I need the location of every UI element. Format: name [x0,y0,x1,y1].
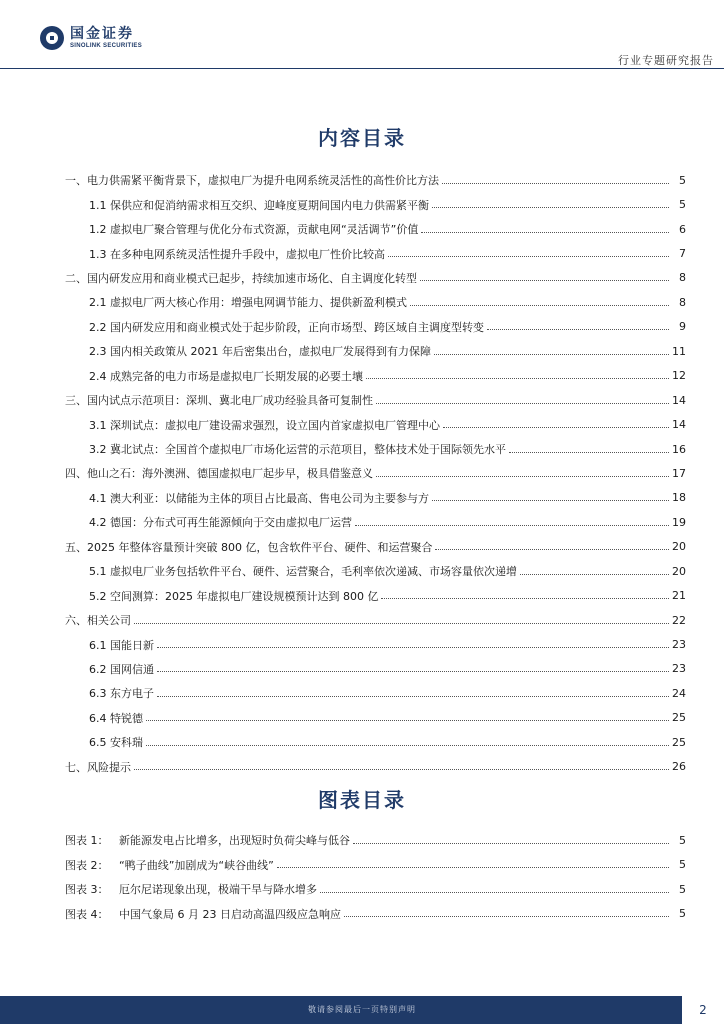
figure-label: 图表 2： [65,858,109,872]
toc-entry-page: 26 [672,760,686,774]
toc-entry-text: 6.2 国网信通 [89,662,154,676]
toc-entry-text: 6.3 东方电子 [89,687,154,701]
disclaimer-note: 敬请参阅最后一页特别声明 [308,1005,416,1014]
dot-leader [442,183,669,184]
toc-entry-page: 23 [672,662,686,676]
toc-entry-text: 二、国内研发应用和商业模式已起步，持续加速市场化、自主调度化转型 [65,271,417,285]
toc-section-entry[interactable] [0,364,724,388]
dot-leader [366,378,669,379]
figure-entry-text: 新能源发电占比增多，出现短时负荷尖峰与低谷 [119,834,350,848]
dot-leader [410,305,669,306]
toc-entry-page: 7 [679,247,686,261]
toc-entry-page: 25 [672,735,686,749]
toc-chapter-entry[interactable] [0,755,724,779]
toc-entry-text: 4.1 澳大利亚：以储能为主体的项目占比最高、售电公司为主要参与方 [89,491,429,505]
dot-leader [320,892,669,893]
toc-section-entry[interactable] [0,486,724,510]
toc-section-entry[interactable] [0,339,724,363]
figure-entry-text: “鸭子曲线”加剧成为“峡谷曲线” [119,858,274,872]
figures-title: 图表目录 [318,788,406,812]
toc-section-entry[interactable] [0,241,724,265]
figure-entry-text: 中国气象局 6 月 23 日启动高温四级应急响应 [119,907,341,921]
figure-entry-text: 厄尔尼诺现象出现，极端干旱与降水增多 [119,883,317,897]
toc-chapter-entry[interactable] [0,168,724,192]
toc-entry-text: 1.1 保供应和促消纳需求相互交织、迎峰度夏期间国内电力供需紧平衡 [89,198,429,212]
toc-chapter-entry[interactable] [0,608,724,632]
figure-entry[interactable] [0,877,724,902]
dot-leader [157,647,669,648]
toc-section-entry[interactable] [0,681,724,705]
toc-entry-text: 一、电力供需紧平衡背景下，虚拟电厂为提升电网系统灵活性的高性价比方法 [65,174,439,188]
figure-entry-page: 5 [679,882,686,896]
dot-leader [520,574,669,575]
dot-leader [381,598,669,599]
toc-entry-page: 14 [672,418,686,432]
toc-entry-page: 11 [672,344,686,358]
toc-section-entry[interactable] [0,192,724,216]
toc-chapter-entry[interactable] [0,461,724,485]
page-number: 2 [682,996,724,1024]
header-divider [0,68,724,69]
report-type-label: 行业专题研究报告 [618,54,714,67]
logo-chinese-name: 国金证券 [70,25,134,42]
toc-entry-text: 七、风险提示 [65,760,131,774]
toc-entry-page: 17 [672,466,686,480]
toc-entry-page: 24 [672,686,686,700]
figure-label: 图表 3： [65,883,109,897]
dot-leader [353,843,669,844]
toc-section-entry[interactable] [0,706,724,730]
toc-section-entry[interactable] [0,730,724,754]
dot-leader [157,671,669,672]
figure-entry-page: 5 [679,833,686,847]
dot-leader [443,427,669,428]
dot-leader [344,916,669,917]
dot-leader [157,696,669,697]
dot-leader [435,549,669,550]
toc-title: 内容目录 [318,126,406,150]
dot-leader [277,867,669,868]
dot-leader [355,525,669,526]
toc-entry-page: 20 [672,564,686,578]
toc-entry-text: 6.5 安科瑞 [89,736,143,750]
figure-label: 图表 1： [65,834,109,848]
toc-entry-page: 19 [672,515,686,529]
dot-leader [509,452,669,453]
toc-section-entry[interactable] [0,657,724,681]
toc-entry-text: 3.2 冀北试点：全国首个虚拟电厂市场化运营的示范项目，整体技术处于国际领先水平 [89,443,506,457]
toc-entry-page: 23 [672,638,686,652]
toc-entry-text: 1.2 虚拟电厂聚合管理与优化分布式资源，贡献电网“灵活调节”价值 [89,223,419,237]
dot-leader [376,476,669,477]
toc-entry-text: 2.1 虚拟电厂两大核心作用：增强电网调节能力、提供新盈利模式 [89,296,407,310]
toc-entry-text: 2.3 国内相关政策从 2021 年后密集出台，虚拟电厂发展得到有力保障 [89,345,431,359]
figure-entry-page: 5 [679,907,686,921]
dot-leader [134,623,669,624]
toc-entry-page: 5 [679,173,686,187]
toc-chapter-entry[interactable] [0,266,724,290]
toc-section-entry[interactable] [0,632,724,656]
toc-entry-text: 五、2025 年整体容量预计突破 800 亿，包含软件平台、硬件、和运营聚合 [65,540,433,554]
dot-leader [432,207,669,208]
toc-entry-page: 8 [679,271,686,285]
toc-section-entry[interactable] [0,559,724,583]
table-of-contents [0,168,724,779]
dot-leader [146,745,669,746]
dot-leader [434,354,669,355]
page-header [0,0,724,70]
toc-section-entry[interactable] [0,290,724,314]
toc-section-entry[interactable] [0,412,724,436]
sinolink-logo-icon [40,26,64,50]
toc-section-entry[interactable] [0,315,724,339]
toc-section-entry[interactable] [0,583,724,607]
toc-entry-text: 六、相关公司 [65,614,131,628]
dot-leader [487,329,669,330]
toc-entry-page: 6 [679,222,686,236]
logo-english-name: SINOLINK SECURITIES [70,42,143,49]
figure-entry[interactable] [0,902,724,927]
toc-entry-page: 8 [679,295,686,309]
toc-entry-text: 6.1 国能日新 [89,638,154,652]
toc-entry-page: 5 [679,198,686,212]
dot-leader [376,403,669,404]
toc-chapter-entry[interactable] [0,388,724,412]
toc-entry-text: 2.4 成熟完备的电力市场是虚拟电厂长期发展的必要土壤 [89,369,363,383]
figure-label: 图表 4： [65,907,109,921]
dot-leader [421,232,669,233]
toc-entry-text: 1.3 在多种电网系统灵活性提升手段中，虚拟电厂性价比较高 [89,247,385,261]
dot-leader [420,280,669,281]
toc-entry-text: 三、国内试点示范项目：深圳、冀北电厂成功经验具备可复制性 [65,394,373,408]
dot-leader [432,500,669,501]
toc-entry-page: 20 [672,540,686,554]
toc-chapter-entry[interactable] [0,535,724,559]
toc-entry-page: 16 [672,442,686,456]
toc-entry-page: 12 [672,369,686,383]
toc-entry-page: 22 [672,613,686,627]
figure-entry-page: 5 [679,858,686,872]
figures-list [0,828,724,926]
toc-entry-text: 2.2 国内研发应用和商业模式处于起步阶段，正向市场型、跨区域自主调度型转变 [89,320,484,334]
toc-section-entry[interactable] [0,217,724,241]
figure-entry[interactable] [0,853,724,878]
figure-entry[interactable] [0,828,724,853]
dot-leader [134,769,669,770]
toc-entry-page: 25 [672,711,686,725]
toc-entry-page: 14 [672,393,686,407]
toc-entry-page: 9 [679,320,686,334]
toc-entry-text: 3.1 深圳试点：虚拟电厂建设需求强烈，设立国内首家虚拟电厂管理中心 [89,418,440,432]
toc-entry-text: 5.1 虚拟电厂业务包括软件平台、硬件、运营聚合，毛利率依次递减、市场容量依次递增 [89,565,517,579]
toc-entry-page: 18 [672,491,686,505]
toc-entry-text: 四、他山之石：海外澳洲、德国虚拟电厂起步早，极具借鉴意义 [65,467,373,481]
toc-entry-text: 6.4 特锐德 [89,711,143,725]
toc-entry-page: 21 [672,589,686,603]
toc-entry-text: 5.2 空间测算：2025 年虚拟电厂建设规模预计达到 800 亿 [89,589,379,603]
dot-leader [388,256,669,257]
dot-leader [146,720,669,721]
toc-section-entry[interactable] [0,510,724,534]
sinolink-logo [40,26,142,50]
toc-entry-text: 4.2 德国：分布式可再生能源倾向于交由虚拟电厂运营 [89,516,352,530]
toc-section-entry[interactable] [0,437,724,461]
